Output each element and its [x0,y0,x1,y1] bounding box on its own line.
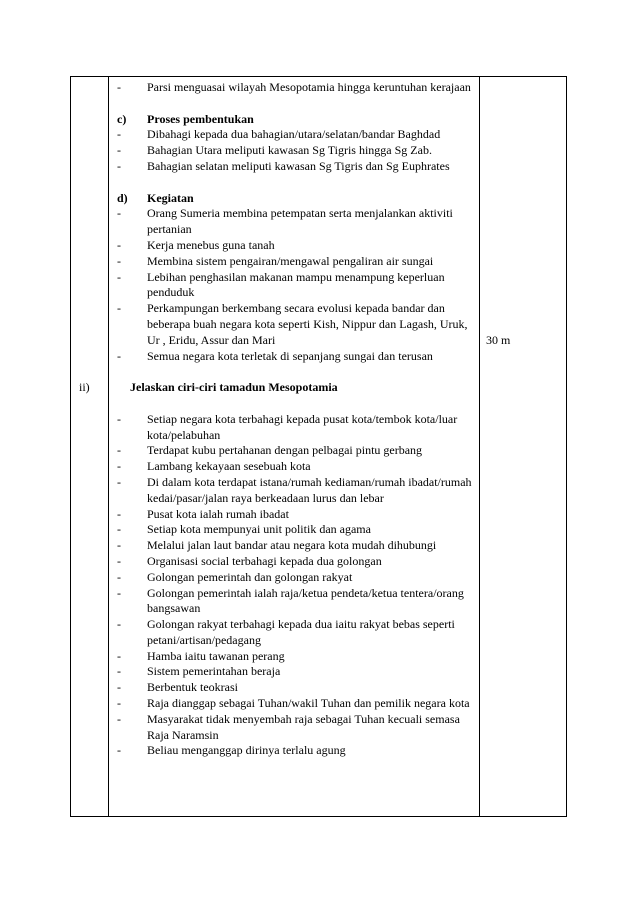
list-item: - Hamba iaitu tawanan perang [117,648,285,663]
bullet: - [117,80,121,94]
list-item: - Kerja menebus guna tanah [117,237,275,252]
section-c-heading: c) Proses pembentukan [117,111,254,126]
list-item: - Sistem pemerintahan beraja [117,664,281,679]
list-item: - Setiap kota mempunyai unit politik dan agama [117,522,371,537]
section-d-heading: d) Kegiatan [117,190,194,205]
answer-table [70,76,567,817]
list-item: - Golongan pemerintah dan golongan rakyat [117,569,353,584]
list-item: - Golongan rakyat terbahagi kepada dua iaitu rakyat bebas seperti petani/artisan/pedagang [117,617,455,647]
list-item: - Di dalam kota terdapat istana/rumah kediaman/rumah ibadat/rumah kedai/pasar/jalan raya berkeadaan lurus dan lebar [117,474,472,505]
list-item: - Melalui jalan laut bandar atau negara kota mudah dihubungi [117,538,437,553]
list-item: - Membina sistem pengairan/mengawal pengaliran air sungai [117,253,434,268]
list-item: - Parsi menguasai wilayah Mesopotamia hingga keruntuhan kerajaan [117,80,471,94]
question-ii-heading: ii) Jelaskan ciri-ciri tamadun Mesopotamia [79,380,338,395]
list-item: - Semua negara kota terletak di sepanjang sungai dan terusan [117,348,433,363]
list-item: - Bahagian selatan meliputi kawasan Sg Tigris dan Sg Euphrates [117,158,450,173]
list-item: - Terdapat kubu pertahanan dengan pelbagai pintu gerbang [117,443,423,458]
list-item: - Beliau menganggap dirinya terlalu agung [117,743,346,758]
list-item: - Setiap negara kota terbahagi kepada pusat kota/tembok kota/luar kota/pelabuhan [117,411,458,442]
list-item: - Berbentuk teokrasi [117,680,238,695]
marks-label: 30 m [486,333,511,347]
answer-content [79,80,482,759]
list-item: - Golongan pemerintah ialah raja/ketua pendeta/ketua tentera/orang bangsawan [117,585,464,616]
list-item: - Lebihan penghasilan makanan mampu menampung keperluan penduduk [117,269,445,300]
column-divider-1 [108,77,109,816]
list-item: - Bahagian Utara meliputi kawasan Sg Tigris hingga Sg Zab. [117,143,432,158]
list-item: - Organisasi social terbahagi kepada dua golongan [117,553,382,568]
list-item: - Masyarakat tidak menyembah raja sebagai Tuhan kecuali semasa Raja Naramsin [117,711,460,742]
list-item: - Dibahagi kepada dua bahagian/utara/selatan/bandar Baghdad [117,127,441,142]
list-item: - Raja dianggap sebagai Tuhan/wakil Tuhan dan pemilik negara kota [117,696,470,711]
list-item: - Lambang kekayaan sesebuah kota [117,459,311,474]
list-item: - Pusat kota ialah rumah ibadat [117,506,289,521]
list-item: - Orang Sumeria membina petempatan serta menjalankan aktiviti pertanian [117,206,453,237]
list-item: - Perkampungan berkembang secara evolusi kepada bandar dan beberapa buah negara kota seperti Kish, Nippur dan Lagash, Uruk, Ur , Eridu, Assur dan Mari [117,301,468,347]
